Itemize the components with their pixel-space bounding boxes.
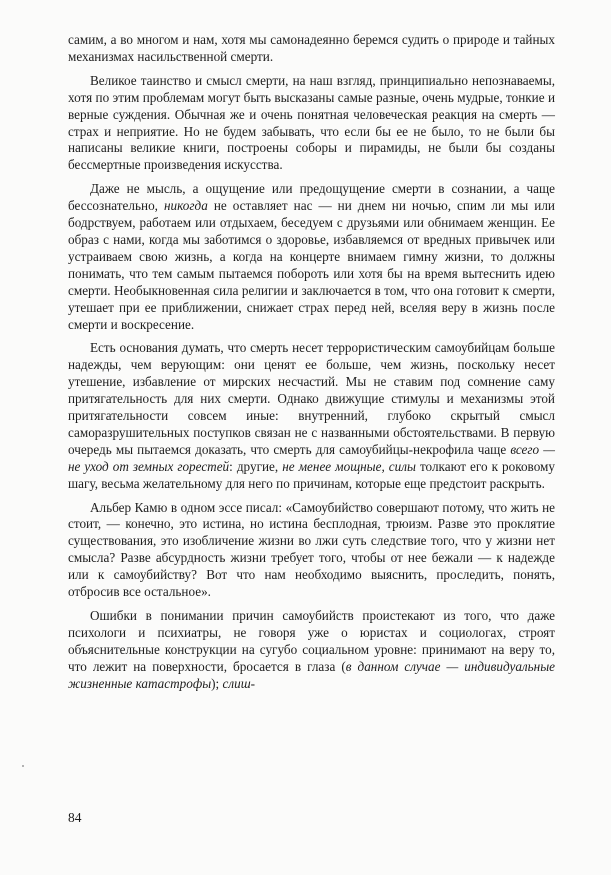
text-run: не оставляет нас — ни днем ни ночью, спим ли мы или бодрствуем, работаем или отдыхаем, беседуем с друзьями или обнимаем женщин. Ее образ с нами, когда мы заботимся о здоровье, избавляемся от вредных привычек или устраиваем свою жизнь, а когда на концерте внимаем гимну жизни, то должны понимать, что тем самым пытаемся побороть или хотя бы на время вытеснить идею смерти. Необыкновенная сила религии и заключается в том, что она готовит к смерти, утешает при ее приближении, снижает страх перед ней, вселяя веру в жизнь после смерти и воскресение. [68,198,555,332]
italic-emphasis: всего — не уход от земных горестей [68,441,555,474]
italic-emphasis: не менее мощные, силы [282,458,416,474]
paragraph [68,32,555,66]
scan-speck [22,765,24,767]
body-text [68,32,555,693]
text-run: Великое таинство и смысл смерти, на наш взгляд, принципиально непознаваемы, хотя по этим проблемам могут быть высказаны самые разные, очень мудрые, тонкие и верные суждения. Обычная же и очень понятная человеческая реакция на смерть — страх и неприятие. Но не будем забывать, что если бы ее не было, то не были бы написаны великие книги, построены соборы и пирамиды, не были бы созданы бессмертные произведения искусства. [68,72,555,173]
paragraph [68,340,555,492]
text-run: Даже не мысль, а ощущение или предощущение смерти в сознании, а чаще бессознательно, [68,181,555,214]
paragraph-gap [68,174,555,181]
text-run: Ошибки в понимании причин самоубийств проистекают из того, что даже психологи и психиатры, не говоря уже о юристах и социологах, строят объяснительные конструкции на сугубо социальном уровне: принимают на веру то, что лежит на поверхности, бросается в глаза ( [68,608,555,674]
italic-emphasis: слиш- [222,675,256,691]
paragraph-gap [68,601,555,608]
page-number: 84 [68,810,82,825]
paragraph-gap [68,493,555,500]
italic-emphasis: никогда [163,198,208,214]
text-run: толкают его к роковому шагу, весьма желательному для него по причинам, которые еще предстоит раскрыть. [68,458,555,491]
paragraph [68,500,555,601]
paragraph-gap [68,66,555,73]
paragraph-gap [68,333,555,340]
text-run: ); [211,675,223,691]
text-run: Альбер Камю в одном эссе писал: «Самоубийство совершают потому, что жить не стоит, — конечно, это истина, но истина бесплодная, трюизм. Разве это проклятие существования, это изобличение жизни во лжи суть следствие того, что у жизни нет смысла? Разве абсурдность жизни требует того, чтобы от нее бежали — к надежде или к самоубийству? Вот что нам необходимо выяснить, проследить, понять, отбросив все остальное». [68,499,555,600]
text-run: : другие, [229,458,283,474]
text-run: самим, а во многом и нам, хотя мы самонадеянно беремся судить о природе и тайных механизмах насильственной смерти. [68,32,555,64]
paragraph [68,73,555,174]
italic-emphasis: в данном случае — индивидуальные жизненные катастрофы [68,658,555,691]
paragraph [68,608,555,693]
text-run: Есть основания думать, что смерть несет террористическим самоубийцам больше надежды, чем верующим: они ценят ее больше, чем жизнь, поскольку несет утешение, избавление от мирских несчастий. Мы не ставим под сомнение саму притягательность для них смерти. Однако движущие стимулы и механизмы этой притягательности совсем иные: внутренний, глубоко скрытый смысл саморазрушительных поступков связан не с названными обстоятельствами. В первую очередь мы пытаемся доказать, что смерть для самоубийцы-некрофила чаще [68,340,555,457]
paragraph [68,181,555,333]
